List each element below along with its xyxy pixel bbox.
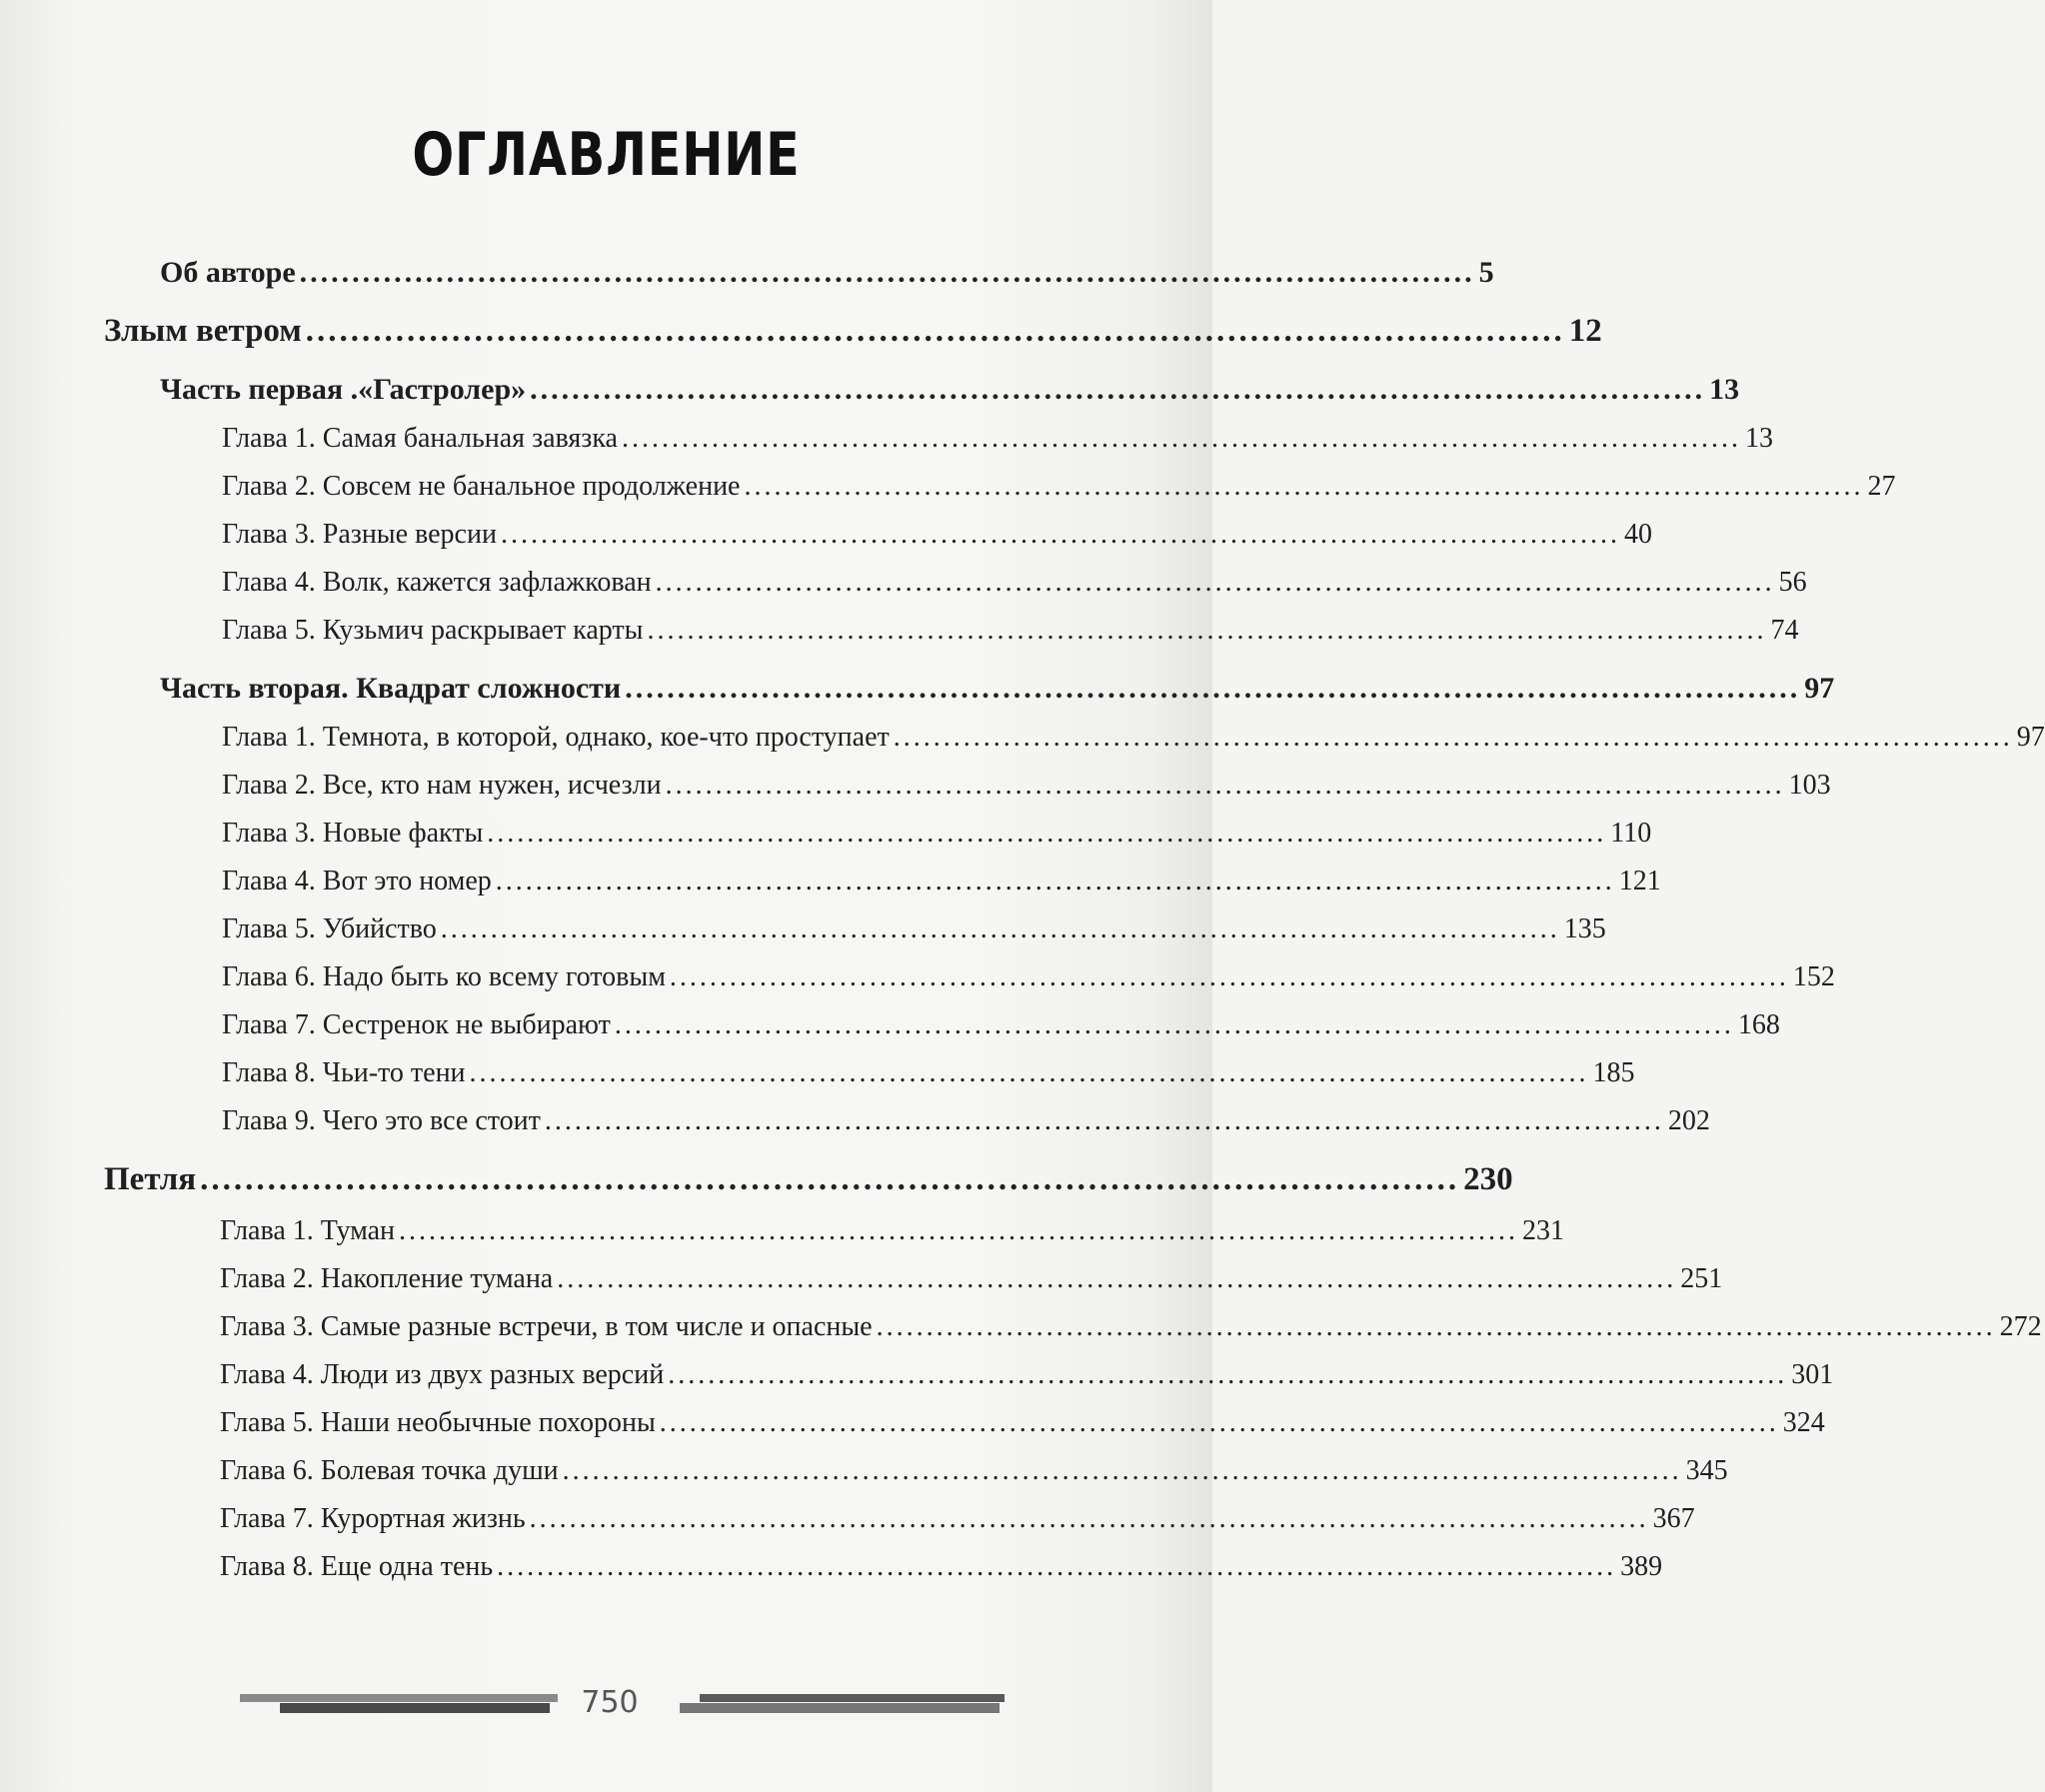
toc-entry-chapter[interactable] (220, 1407, 1825, 1439)
toc-entry-chapter[interactable] (222, 567, 1807, 599)
toc-entry-chapter[interactable] (222, 913, 1606, 945)
toc-entry-chapter[interactable] (222, 770, 1831, 802)
leader-dots: ................................................................................................................ (469, 1057, 1589, 1088)
toc-entry-label: Глава 5. Убийство (222, 913, 437, 944)
toc-entry-label: Глава 7. Курортная жизнь (220, 1503, 526, 1534)
toc-entry-label: Глава 6. Надо быть ко всему готовым (222, 961, 666, 992)
toc-entry-chapter[interactable] (222, 818, 1652, 850)
leader-dots: ................................................................................................................ (530, 373, 1706, 406)
toc-entry-page: 152 (1792, 961, 1835, 992)
toc-entry-page: 345 (1685, 1455, 1728, 1486)
toc-entry-label: Глава 7. Сестренок не выбирают (222, 1009, 611, 1040)
leader-dots: ................................................................................................................ (544, 1105, 1664, 1136)
toc-entry-page: 74 (1770, 615, 1799, 646)
toc-entry-label: Глава 2. Все, кто нам нужен, исчезли (222, 770, 662, 801)
leader-dots: ................................................................................................................ (669, 961, 1789, 992)
toc-entry-page: 5 (1478, 256, 1494, 289)
toc-entry-page: 272 (1999, 1311, 2042, 1342)
leader-dots: ................................................................................................................ (665, 770, 1785, 801)
page-number: 750 (581, 1685, 639, 1720)
leader-dots: ................................................................................................................ (440, 913, 1560, 944)
toc-entry-page: 389 (1620, 1551, 1663, 1582)
toc-entry-page: 367 (1652, 1503, 1695, 1534)
leader-dots: ................................................................................................................ (399, 1215, 1519, 1246)
toc-entry-chapter[interactable] (222, 961, 1835, 993)
toc-entry-label: Глава 8. Чьи-то тени (222, 1057, 466, 1088)
page-footer (0, 1685, 1212, 1725)
toc-entry-chapter[interactable] (222, 866, 1661, 897)
leader-dots: ................................................................................................................ (495, 866, 1615, 896)
toc-entry-chapter[interactable] (222, 1009, 1780, 1041)
toc-entry-chapter[interactable] (220, 1311, 2042, 1343)
toc-entry-page: 12 (1568, 313, 1602, 349)
toc-entry-label: Глава 8. Еще одна тень (220, 1551, 494, 1582)
toc-entry-label: Глава 4. Волк, кажется зафлажкован (222, 567, 652, 598)
toc-entry-chapter[interactable] (220, 1215, 1565, 1247)
toc-entry-chapter[interactable] (220, 1359, 1834, 1391)
leader-dots: ................................................................................................................ (305, 313, 1565, 349)
leader-dots: ................................................................................................................ (876, 1311, 1996, 1342)
footer-ornament-left (280, 1703, 550, 1713)
toc-entry-page: 121 (1618, 866, 1661, 896)
toc-entry-chapter[interactable] (220, 1503, 1695, 1535)
toc-entry-label: Глава 3. Разные версии (222, 519, 497, 550)
toc-entry-chapter[interactable] (222, 722, 2045, 754)
toc-entry-label: Глава 1. Темнота, в которой, однако, кое-что проступает (222, 722, 890, 753)
toc-entry-page: 324 (1782, 1407, 1825, 1438)
toc-entry-part[interactable] (160, 373, 1740, 407)
toc-entry-page: 230 (1463, 1161, 1513, 1197)
toc-entry-page: 13 (1744, 423, 1773, 454)
footer-ornament-right (700, 1694, 1005, 1702)
leader-dots: ................................................................................................................ (668, 1359, 1788, 1390)
toc-entry-page: 103 (1788, 770, 1831, 801)
toc-entry-label: Глава 4. Вот это номер (222, 866, 492, 896)
toc-entry-part[interactable] (160, 672, 1835, 706)
toc-entry-novel-petlya[interactable] (104, 1161, 1513, 1198)
toc-entry-page: 13 (1709, 373, 1740, 406)
toc-entry-label: Злым ветром (104, 313, 302, 349)
toc-entry-label: Глава 2. Совсем не банальное продолжение (222, 471, 741, 502)
leader-dots: ................................................................................................................ (744, 471, 1864, 502)
toc-entry-page: 231 (1522, 1215, 1565, 1246)
leader-dots: ................................................................................................................ (625, 672, 1801, 705)
leader-dots: ................................................................................................................ (487, 818, 1607, 849)
toc-entry-label: Глава 6. Болевая точка души (220, 1455, 559, 1486)
leader-dots: ................................................................................................................ (299, 256, 1475, 289)
toc-entry-page: 251 (1680, 1263, 1723, 1294)
toc-entry-page: 27 (1867, 471, 1896, 502)
toc-entry-chapter[interactable] (222, 1105, 1710, 1137)
toc-entry-page: 202 (1667, 1105, 1710, 1136)
leader-dots: ................................................................................................................ (497, 1551, 1617, 1582)
toc-entry-label: Глава 2. Накопление тумана (220, 1263, 554, 1294)
leader-dots: ................................................................................................................ (500, 519, 1620, 550)
toc-entry-label: Глава 1. Туман (220, 1215, 396, 1246)
toc-entry-page: 135 (1563, 913, 1606, 944)
leader-dots: ................................................................................................................ (614, 1009, 1734, 1040)
toc-entry-label: Часть вторая. Квадрат сложности (160, 672, 622, 705)
toc-entry-chapter[interactable] (220, 1455, 1728, 1487)
toc-entry-label: Глава 9. Чего это все стоит (222, 1105, 541, 1136)
toc-entry-label: Глава 1. Самая банальная завязка (222, 423, 618, 454)
footer-ornament-right (680, 1703, 1000, 1713)
toc-entry-chapter[interactable] (222, 519, 1652, 551)
toc-entry-label: Глава 4. Люди из двух разных версий (220, 1359, 665, 1390)
toc-entry-page: 110 (1610, 818, 1652, 849)
leader-dots: ................................................................................................................ (557, 1263, 1677, 1294)
toc-entry-chapter[interactable] (222, 615, 1799, 647)
toc-entry-page: 168 (1737, 1009, 1780, 1040)
leader-dots: ................................................................................................................ (621, 423, 1741, 454)
toc-entry-page: 40 (1623, 519, 1652, 550)
toc-entry-page: 56 (1778, 567, 1807, 598)
leader-dots: ................................................................................................................ (647, 615, 1767, 646)
toc-entry-label: Петля (104, 1161, 197, 1197)
toc-entry-chapter[interactable] (220, 1263, 1723, 1295)
leader-dots: ................................................................................................................ (659, 1407, 1779, 1438)
toc-entry-chapter[interactable] (222, 471, 1896, 503)
page-title: ОГЛАВЛЕНИЕ (412, 120, 801, 190)
toc-entry-chapter[interactable] (222, 423, 1773, 455)
leader-dots: ................................................................................................................ (562, 1455, 1682, 1486)
toc-entry-chapter[interactable] (220, 1551, 1663, 1583)
toc-entry-label: Глава 5. Наши необычные похороны (220, 1407, 656, 1438)
toc-entry-label: Об авторе (160, 256, 296, 289)
leader-dots: ................................................................................................................ (893, 722, 2013, 753)
toc-entry-page: 301 (1791, 1359, 1834, 1390)
toc-entry-novel-zlym-vetrom[interactable] (104, 313, 1602, 350)
toc-entry-page: 97 (2016, 722, 2045, 753)
leader-dots: ................................................................................................................ (529, 1503, 1649, 1534)
toc-entry-label: Глава 3. Новые факты (222, 818, 484, 849)
leader-dots: ................................................................................................................ (655, 567, 1775, 598)
toc-entry-label: Часть первая .«Гастролер» (160, 373, 527, 406)
toc-entry-chapter[interactable] (222, 1057, 1635, 1089)
leader-dots: ................................................................................................................ (200, 1161, 1460, 1197)
footer-ornament-left (240, 1694, 558, 1702)
toc-entry-label: Глава 5. Кузьмич раскрывает карты (222, 615, 644, 646)
toc-entry-about-author[interactable] (160, 256, 1494, 290)
toc-entry-label: Глава 3. Самые разные встречи, в том числе и опасные (220, 1311, 873, 1342)
toc-entry-page: 97 (1804, 672, 1835, 705)
toc-entry-page: 185 (1592, 1057, 1635, 1088)
